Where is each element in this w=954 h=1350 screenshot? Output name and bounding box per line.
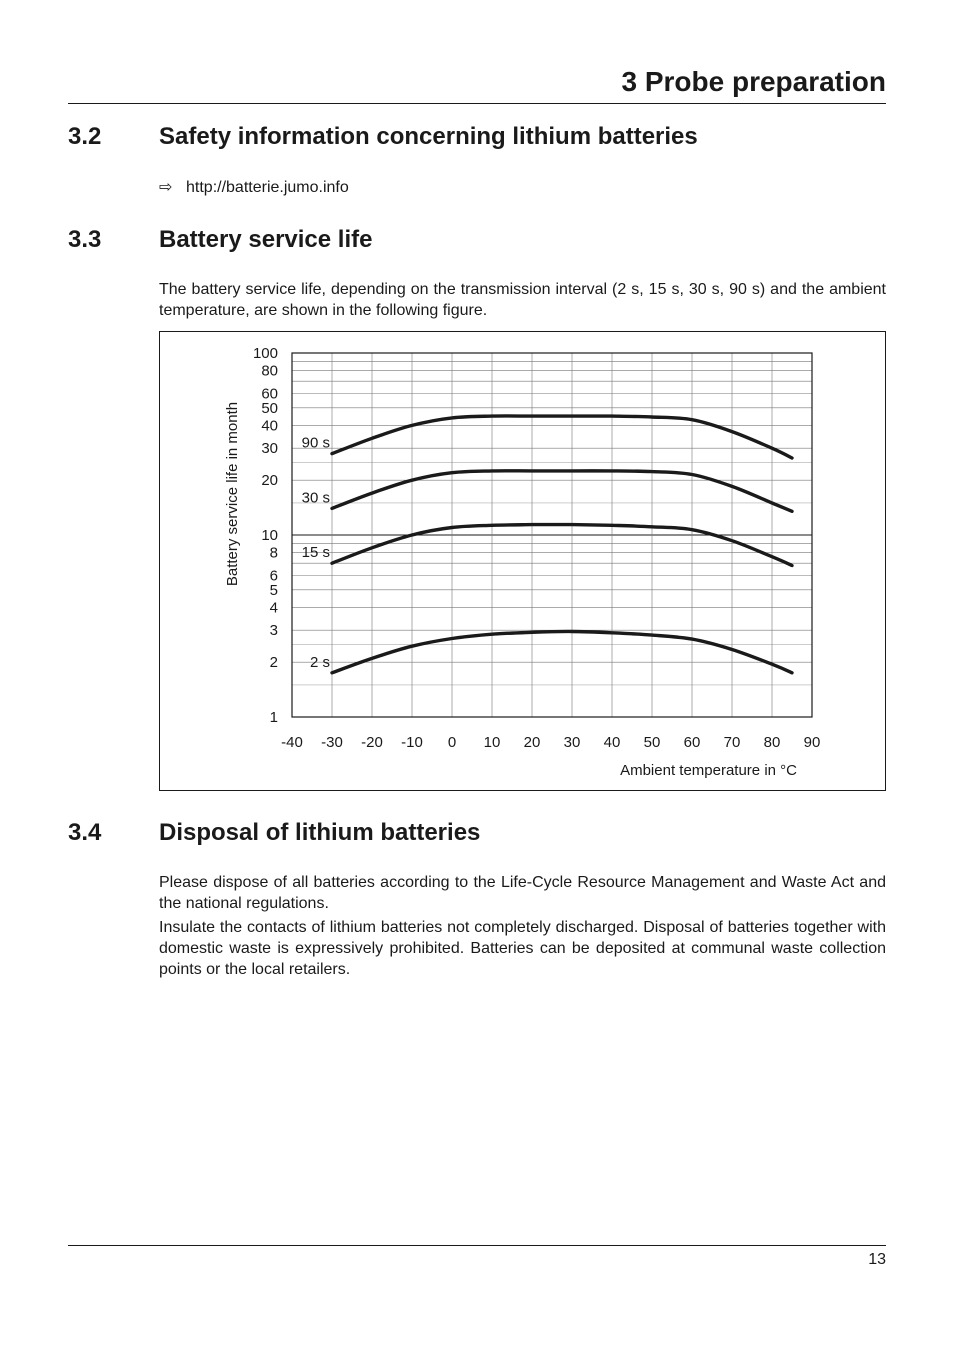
y-tick-label: 1: [269, 709, 278, 726]
series-line-30-s: [332, 471, 792, 512]
x-tick-label: -20: [361, 734, 383, 751]
disposal-paragraph-2: Insulate the contacts of lithium batteries not completely discharged. Disposal of batteries together with domestic waste is expressively prohibited. Batteries can be deposited at communal waste collection points or the local retailers.: [159, 919, 886, 978]
x-tick-label: 80: [763, 734, 781, 751]
x-axis-title: Ambient temperature in °C: [620, 762, 797, 779]
y-tick-label: 2: [269, 654, 278, 672]
x-tick-label: 50: [643, 734, 661, 751]
series-label-15-s: 15 s: [301, 544, 330, 562]
section-number: 3.3: [68, 226, 102, 253]
y-tick-label: 5: [269, 581, 278, 599]
x-tick-label: 0: [447, 734, 457, 751]
x-tick-label: 10: [483, 734, 501, 751]
section-number: 3.2: [68, 123, 102, 150]
x-tick-label: 30: [563, 734, 581, 751]
y-tick-label: 60: [261, 385, 278, 403]
chapter-title: 3 Probe preparation: [621, 66, 886, 97]
y-tick-label: 100: [252, 345, 278, 362]
battery-life-intro: The battery service life, depending on the transmission interval (2 s, 15 s, 30 s, 90 s) and the ambient temperature, are shown in the following figure.: [159, 281, 886, 319]
series-label-2-s: 2 s: [309, 653, 330, 671]
x-tick-label: -40: [281, 734, 303, 751]
x-tick-label: 70: [723, 734, 741, 751]
x-tick-label: 40: [603, 734, 621, 751]
series-line-90-s: [332, 416, 792, 458]
series-label-30-s: 30 s: [301, 489, 330, 507]
section-title: Battery service life: [159, 226, 373, 253]
series-line-2-s: [332, 631, 792, 672]
series-label-90-s: 90 s: [301, 434, 330, 452]
battery-life-chart: [160, 332, 885, 790]
y-tick-label: 30: [261, 440, 278, 458]
y-tick-label: 50: [261, 399, 278, 417]
section-number: 3.4: [68, 819, 102, 846]
battery-info-link[interactable]: http://batterie.jumo.info: [186, 179, 349, 196]
y-tick-label: 4: [269, 599, 278, 617]
series-line-15-s: [332, 525, 792, 566]
battery-life-figure: [159, 331, 886, 791]
y-tick-label: 80: [261, 362, 278, 380]
footer-rule: [68, 1245, 886, 1246]
arrow-right-icon: ⇨: [159, 179, 173, 196]
x-tick-label: 20: [523, 734, 541, 751]
x-tick-label: -10: [401, 734, 423, 751]
section-title: Disposal of lithium batteries: [159, 819, 481, 846]
y-tick-label: 8: [269, 544, 278, 562]
x-tick-label: 90: [803, 734, 821, 751]
y-tick-label: 20: [261, 472, 278, 490]
y-axis-title: Battery service life in month: [224, 401, 241, 587]
y-tick-label: 6: [269, 567, 278, 585]
page-number: 13: [868, 1251, 886, 1268]
disposal-paragraph-1: Please dispose of all batteries according to the Life-Cycle Resource Management and Waste Act and the national regulations.: [159, 874, 886, 912]
section-title: Safety information concerning lithium batteries: [159, 123, 698, 150]
y-tick-label: 10: [261, 527, 278, 544]
x-tick-label: 60: [683, 734, 701, 751]
y-tick-label: 40: [261, 417, 278, 435]
header-rule: [68, 103, 886, 104]
battery-info-link-row: [159, 177, 349, 197]
y-tick-label: 3: [269, 622, 278, 640]
x-tick-label: -30: [321, 734, 343, 751]
